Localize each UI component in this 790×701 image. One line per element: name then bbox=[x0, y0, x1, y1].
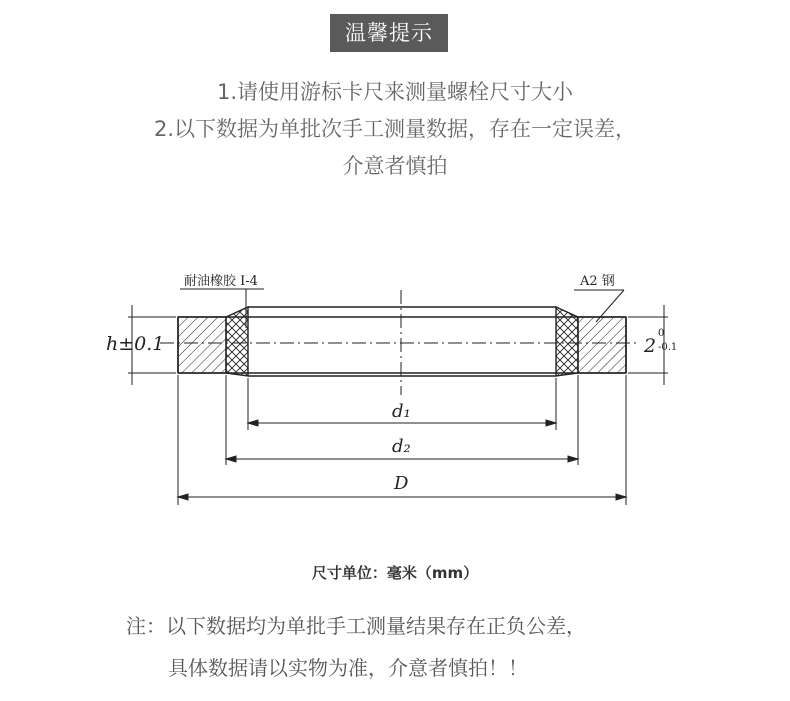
unit-label: 尺寸单位：毫米（mm） bbox=[311, 564, 479, 582]
left-steel-section bbox=[178, 317, 226, 373]
dim-2-lower: -0.1 bbox=[658, 342, 678, 353]
dim-2-upper: 0 bbox=[658, 328, 665, 339]
tip-badge: 温馨提示 bbox=[330, 14, 448, 52]
right-rubber-section bbox=[556, 307, 578, 376]
dim-2-label: 2 bbox=[644, 335, 657, 357]
note-line-1: 注：以下数据均为单批手工测量结果存在正负公差， bbox=[126, 614, 586, 638]
dim-D-label: D bbox=[394, 473, 409, 494]
intro-line-1: 1.请使用游标卡尺来测量螺栓尺寸大小 bbox=[216, 80, 574, 104]
intro-line-2: 2.以下数据为单批次手工测量数据，存在一定误差， bbox=[153, 117, 637, 141]
rubber-label: 耐油橡胶 I-4 bbox=[184, 274, 258, 289]
dim-d2-label: d₂ bbox=[392, 436, 411, 457]
steel-label: A2 钢 bbox=[580, 274, 615, 289]
left-rubber-section bbox=[226, 307, 248, 376]
note-line-2: 具体数据请以实物为准，介意者慎拍！！ bbox=[168, 656, 528, 680]
dim-h-label: h±0.1 bbox=[106, 333, 165, 355]
intro-line-3: 介意者慎拍 bbox=[342, 154, 448, 178]
right-steel-section bbox=[578, 317, 626, 373]
washer-cross-section-diagram bbox=[0, 255, 790, 515]
center-lines bbox=[160, 290, 640, 395]
dim-d1-label: d₁ bbox=[392, 401, 411, 422]
